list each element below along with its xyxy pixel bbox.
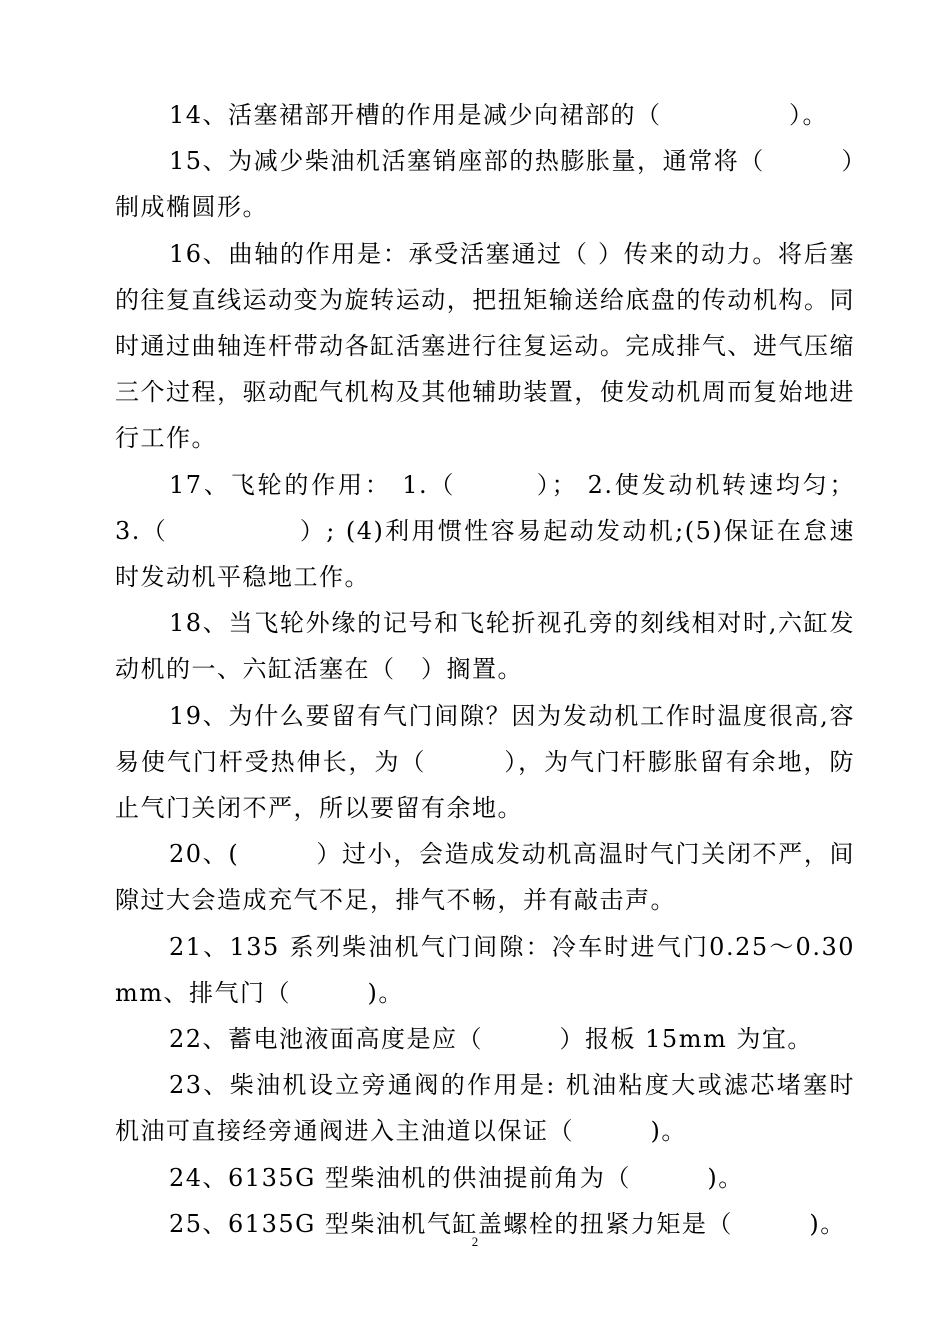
question-14: 14、活塞裙部开槽的作用是减少向裙部的（ ）。 bbox=[169, 101, 829, 129]
question-20: 20、( ）过小，会造成发动机高温时气门关闭不严，间隙过大会造成充气不足，排气不畅，并有敲击声。 bbox=[115, 840, 855, 915]
question-17: 17、飞轮的作用： 1.（ ）； 2.使发动机转速均匀； 3.（ ）; (4)利用惯性容易起动发动机;(5)保证在怠速时发动机平稳地工作。 bbox=[115, 470, 855, 592]
question-15: 15、为减少柴油机活塞销座部的热膨胀量，通常将（ ）制成椭圆形。 bbox=[115, 147, 855, 222]
question-23: 23、柴油机设立旁通阀的作用是: 机油粘度大或滤芯堵塞时机油可直接经旁通阀进入主油道以保证（ )。 bbox=[115, 1071, 855, 1146]
page-number: 2 bbox=[471, 1234, 479, 1249]
question-21: 21、135 系列柴油机气门间隙：冷车时进气门0.25～0.30mm、排气门（ )。 bbox=[115, 932, 855, 1007]
question-18: 18、当飞轮外缘的记号和飞轮折视孔旁的刻线相对时,六缸发动机的一、六缸活塞在（ ）搁置。 bbox=[115, 609, 855, 684]
question-24: 24、6135G 型柴油机的供油提前角为（ )。 bbox=[169, 1163, 744, 1192]
question-25: 25、6135G 型柴油机气缸盖螺栓的扭紧力矩是（ )。 bbox=[169, 1209, 846, 1238]
question-19: 19、为什么要留有气门间隙？因为发动机工作时温度很高,容易使气门杆受热伸长，为（ ），为气门杆膨胀留有余地，防止气门关闭不严，所以要留有余地。 bbox=[115, 701, 855, 823]
question-22: 22、蓄电池液面高度是应（ ）报板 15mm 为宜。 bbox=[169, 1025, 813, 1054]
question-list bbox=[115, 92, 855, 1247]
question-16: 16、曲轴的作用是：承受活塞通过（ ）传来的动力。将后塞的往复直线运动变为旋转运动，把扭矩输送给底盘的传动机构。同时通过曲轴连杆带动各缸活塞进行往复运动。完成排气、进气压缩三个过程，驱动配气机构及其他辅助装置，使发动机周而复始地进行工作。 bbox=[115, 239, 855, 453]
